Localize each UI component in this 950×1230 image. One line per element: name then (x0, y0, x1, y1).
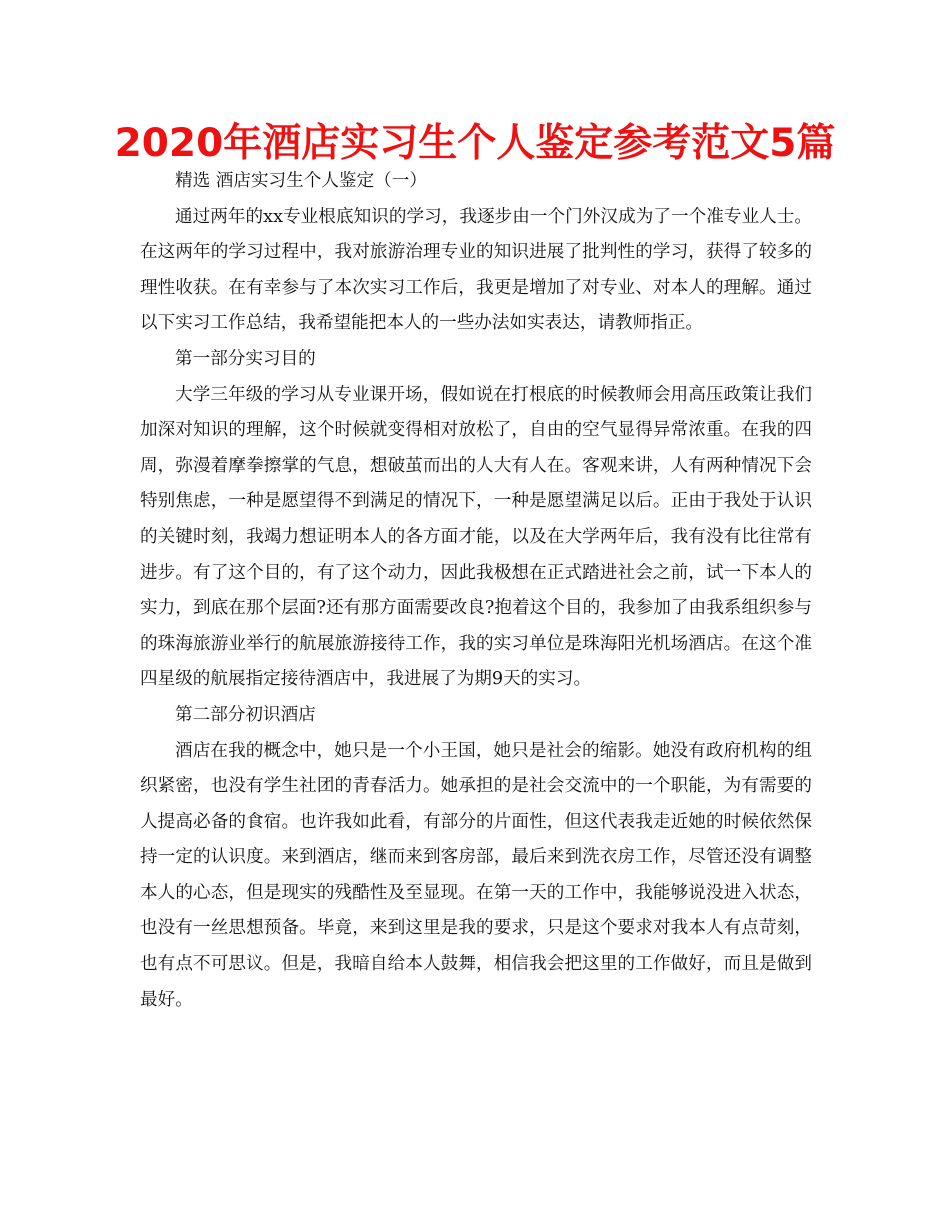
section-heading-2: 第二部分初识酒店 (175, 704, 316, 725)
paragraph: 酒店在我的概念中，她只是一个小王国，她只是社会的缩影。她没有政府机构的组织紧密，也没有学生社团的青春活力。她承担的是社会交流中的一个职能，为有需要的人提高必备的食宿。也许我如此看，有部分的片面性，但这代表我走近她的时候依然保持一定的认识度。来到酒店，继而来到客房部，最后来到洗衣房工作，尽管还没有调整本人的心态，但是现实的残酷性及至显现。在第一天的工作中，我能够说没进入状态，也没有一丝思想预备。毕竟，来到这里是我的要求，只是这个要求对我本人有点苛刻，也有点不可思议。但是，我暗自给本人鼓舞，相信我会把这里的工作做好，而且是做到最好。 (140, 740, 812, 1010)
paragraph-heading-1: 精选 酒店实习生个人鉴定（一） (175, 171, 427, 191)
document-title: 2020年酒店实习生个人鉴定参考范文5篇 (114, 121, 836, 166)
paragraph: 通过两年的xx专业根底知识的学习，我逐步由一个门外汉成为了一个准专业人士。在这两年的学习过程中，我对旅游治理专业的知识进展了批判性的学习，获得了较多的理性收获。在有幸参与了本次实习工作后，我更是增加了对专业、对本人的理解。通过以下实习工作总结，我希望能把本人的一些办法如实表达，请教师指正。 (140, 206, 812, 334)
document-body (140, 164, 812, 1018)
paragraph: 大学三年级的学习从专业课开场，假如说在打根底的时候教师会用高压政策让我们加深对知识的理解，这个时候就变得相对放松了，自由的空气显得异常浓重。在我的四周，弥漫着摩拳擦掌的气息，想破茧而出的人大有人在。客观来讲，人有两种情况下会特别焦虑，一种是愿望得不到满足的情况下，一种是愿望满足以后。正由于我处于认识的关键时刻，我竭力想证明本人的各方面才能，以及在大学两年后，我有没有比往常有进步。有了这个目的，有了这个动力，因此我极想在正式踏进社会之前，试一下本人的实力，到底在那个层面?还有那方面需要改良?抱着这个目的，我参加了由我系组织参与的珠海旅游业举行的航展旅游接待工作，我的实习单位是珠海阳光机场酒店。在这个准四星级的航展指定接待酒店中，我进展了为期9天的实习。 (140, 384, 812, 690)
section-heading-1: 第一部分实习目的 (175, 348, 316, 369)
